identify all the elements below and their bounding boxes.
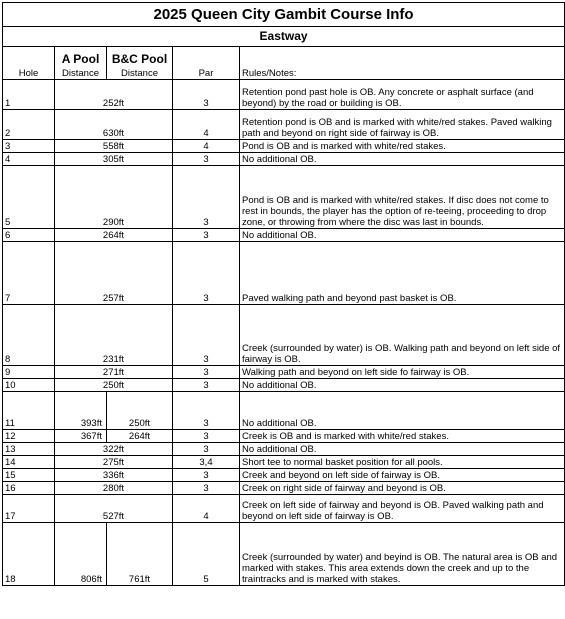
a-distance-header: Distance	[55, 65, 107, 79]
hole-number: 7	[3, 241, 55, 304]
distance-all-pools: 250ft	[55, 378, 173, 391]
par-value: 3	[173, 228, 240, 241]
hole-number: 11	[3, 391, 55, 429]
par-value: 3	[173, 429, 240, 442]
rules-notes: No additional OB.	[240, 391, 565, 429]
table-row	[3, 152, 565, 165]
sheet-title: 2025 Queen City Gambit Course Info	[3, 3, 565, 27]
hole-number: 15	[3, 468, 55, 481]
rules-notes: Creek (surrounded by water) is OB. Walking path and beyond on left side of fairway is OB.	[240, 304, 565, 365]
rules-notes: Creek and beyond on left side of fairway is OB.	[240, 468, 565, 481]
course-name: Eastway	[3, 27, 565, 47]
table-row	[3, 391, 565, 429]
par-value: 3	[173, 152, 240, 165]
hole-number: 4	[3, 152, 55, 165]
hole-number: 2	[3, 109, 55, 139]
par-value: 3	[173, 165, 240, 228]
table-row	[3, 481, 565, 494]
table-row	[3, 378, 565, 391]
rules-notes: Creek on right side of fairway and beyond is OB.	[240, 481, 565, 494]
par-value: 3	[173, 468, 240, 481]
par-header: Par	[173, 65, 240, 79]
distance-all-pools: 290ft	[55, 165, 173, 228]
hole-number: 17	[3, 494, 55, 522]
rules-notes: No additional OB.	[240, 442, 565, 455]
par-value: 4	[173, 139, 240, 152]
course-info-sheet	[2, 2, 564, 586]
rules-notes: Retention pond past hole is OB. Any concrete or asphalt surface (and beyond) by the road or building is OB.	[240, 79, 565, 109]
a-pool-distance: 806ft	[55, 522, 107, 585]
par-value: 3	[173, 391, 240, 429]
hole-number: 18	[3, 522, 55, 585]
distance-all-pools: 527ft	[55, 494, 173, 522]
table-row	[3, 522, 565, 585]
hole-number: 13	[3, 442, 55, 455]
par-value: 3	[173, 442, 240, 455]
rules-notes: Creek (surrounded by water) and beyind is OB. The natural area is OB and marked with stakes. This area extends down the creek and up to the traintracks and is marked with stakes.	[240, 522, 565, 585]
rules-notes: Walking path and beyond on left side fo fairway is OB.	[240, 365, 565, 378]
table-row	[3, 139, 565, 152]
hole-number: 14	[3, 455, 55, 468]
par-value: 3,4	[173, 455, 240, 468]
distance-all-pools: 264ft	[55, 228, 173, 241]
table-row	[3, 165, 565, 228]
distance-all-pools: 231ft	[55, 304, 173, 365]
par-value: 3	[173, 378, 240, 391]
rules-notes: Creek on left side of fairway and beyond is OB. Paved walking path and beyond on left side of fairway is OB.	[240, 494, 565, 522]
notes-header: Rules/Notes:	[240, 65, 565, 79]
table-row	[3, 429, 565, 442]
a-pool-distance: 393ft	[55, 391, 107, 429]
table-row	[3, 228, 565, 241]
table-row	[3, 109, 565, 139]
distance-all-pools: 630ft	[55, 109, 173, 139]
hole-number: 5	[3, 165, 55, 228]
par-value: 3	[173, 79, 240, 109]
hole-number: 16	[3, 481, 55, 494]
distance-all-pools: 322ft	[55, 442, 173, 455]
distance-all-pools: 252ft	[55, 79, 173, 109]
distance-all-pools: 558ft	[55, 139, 173, 152]
rules-notes: No additional OB.	[240, 378, 565, 391]
table-row	[3, 365, 565, 378]
distance-all-pools: 280ft	[55, 481, 173, 494]
hole-number: 12	[3, 429, 55, 442]
hole-number: 1	[3, 79, 55, 109]
table-row	[3, 468, 565, 481]
distance-all-pools: 305ft	[55, 152, 173, 165]
course-info-table	[2, 2, 565, 586]
rules-notes: Creek is OB and is marked with white/red stakes.	[240, 429, 565, 442]
bc-distance-header: Distance	[107, 65, 173, 79]
distance-all-pools: 336ft	[55, 468, 173, 481]
hole-number: 10	[3, 378, 55, 391]
bc-pool-distance: 264ft	[107, 429, 173, 442]
par-value: 3	[173, 481, 240, 494]
hole-number: 6	[3, 228, 55, 241]
hole-number: 3	[3, 139, 55, 152]
bc-pool-distance: 761ft	[107, 522, 173, 585]
table-row	[3, 241, 565, 304]
par-value: 3	[173, 304, 240, 365]
rules-notes: Short tee to normal basket position for all pools.	[240, 455, 565, 468]
par-value: 4	[173, 109, 240, 139]
hole-number: 9	[3, 365, 55, 378]
table-row	[3, 79, 565, 109]
table-row	[3, 494, 565, 522]
hole-header: Hole	[3, 65, 55, 79]
a-pool-label: A Pool	[55, 47, 107, 66]
hole-number: 8	[3, 304, 55, 365]
rules-notes: Retention pond is OB and is marked with white/red stakes. Paved walking path and beyond on right side of fairway is OB.	[240, 109, 565, 139]
par-value: 3	[173, 365, 240, 378]
par-value: 3	[173, 241, 240, 304]
table-row	[3, 304, 565, 365]
rules-notes: Pond is OB and is marked with white/red stakes.	[240, 139, 565, 152]
par-value: 4	[173, 494, 240, 522]
distance-all-pools: 271ft	[55, 365, 173, 378]
a-pool-distance: 367ft	[55, 429, 107, 442]
bc-pool-distance: 250ft	[107, 391, 173, 429]
rules-notes: Pond is OB and is marked with white/red stakes. If disc does not come to rest in bounds, the player has the option of re-teeing, proceeding to drop zone, or throwing from where the disc was last in bounds.	[240, 165, 565, 228]
table-row	[3, 442, 565, 455]
distance-all-pools: 275ft	[55, 455, 173, 468]
distance-all-pools: 257ft	[55, 241, 173, 304]
rules-notes: No additional OB.	[240, 152, 565, 165]
rules-notes: No additional OB.	[240, 228, 565, 241]
par-value: 5	[173, 522, 240, 585]
rules-notes: Paved walking path and beyond past basket is OB.	[240, 241, 565, 304]
table-row	[3, 455, 565, 468]
bc-pool-label: B&C Pool	[107, 47, 173, 66]
